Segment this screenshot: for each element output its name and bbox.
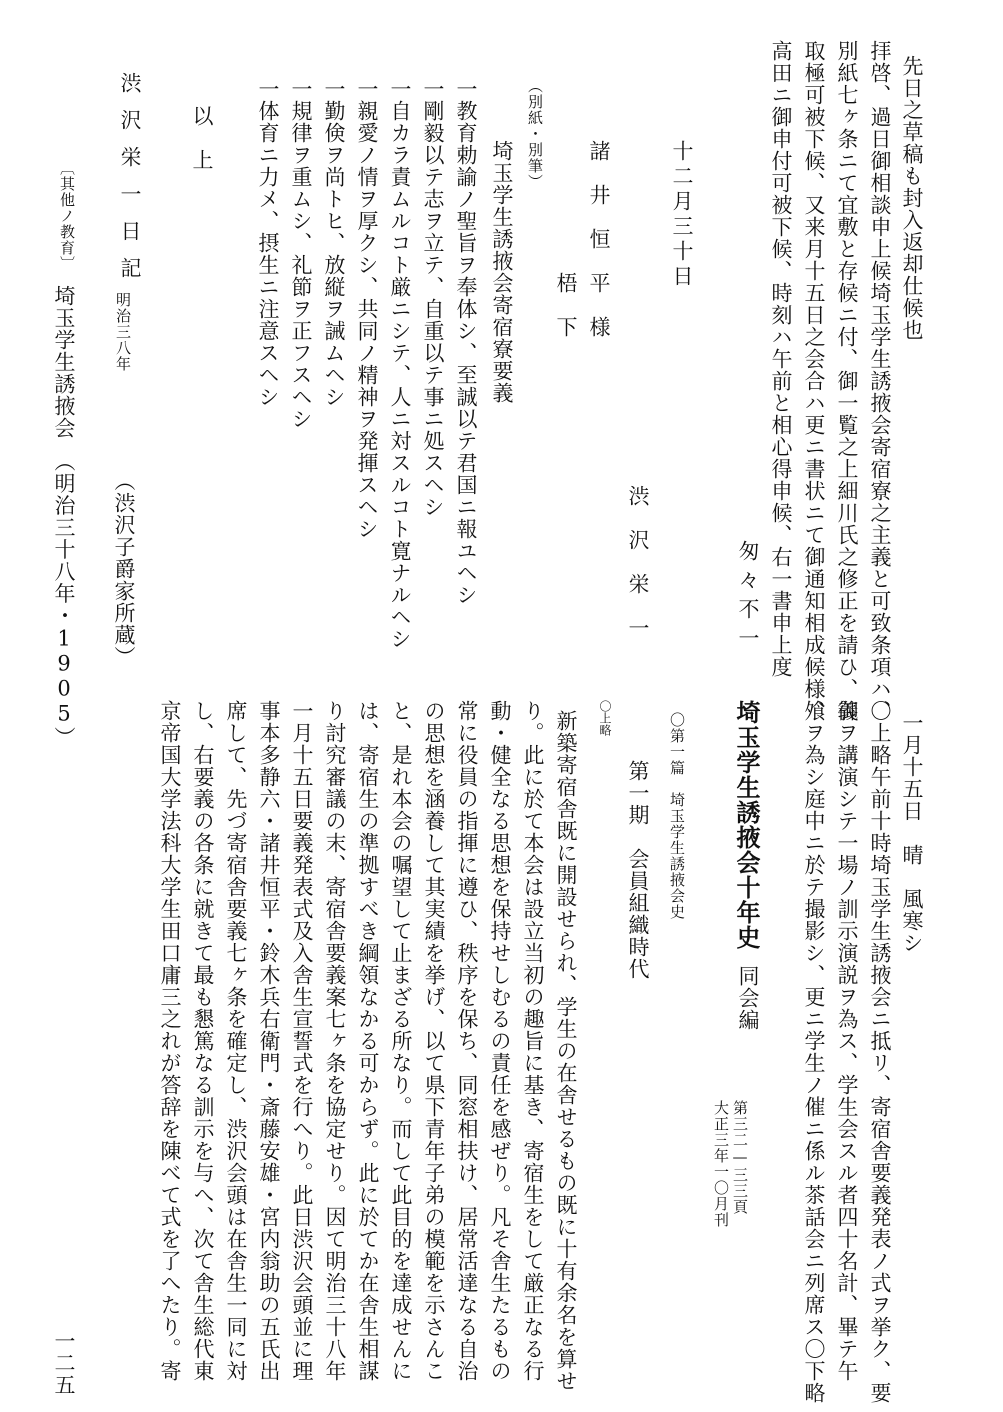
history-line: 新築寄宿舎既に開設せられ、学生の在舎せるもの既に十有余名を算せ — [554, 710, 578, 1392]
book-pages: 第三二—三三頁 — [731, 1100, 749, 1215]
attachment-end: 以 上 — [190, 105, 214, 171]
book-title: 埼玉学生誘掖会十年史 — [732, 700, 761, 950]
rule-item: 一勤倹ヲ尚トヒ、放縦ヲ誡ムヘシ — [322, 78, 346, 408]
history-line: 事本多静六・諸井恒平・鈴木兵右衛門・斎藤安雄・宮内翁助の五氏出 — [257, 700, 281, 1382]
rule-item: 一教育勅諭ノ聖旨ヲ奉体シ、至誠以テ君国ニ報ユヘシ — [454, 78, 478, 606]
history-line: の思想を涵養して其実績を挙げ、以て県下青年子弟の模範を示さんこ — [422, 700, 446, 1382]
rule-item: 一規律ヲ重ムシ、礼節ヲ正フスヘシ — [289, 78, 313, 430]
history-line: 席して、先づ寄宿舎要義七ヶ条を確定し、渋沢会頭は在舎生一同に対 — [224, 700, 248, 1382]
history-line: 一月十五日要義発表式及入舎生宣誓式を行へり。此日渋沢会頭並に理 — [290, 700, 314, 1382]
attachment-title: 埼玉学生誘掖会寄宿寮要義 — [490, 140, 514, 404]
letter-signer: 渋 沢 栄 一 — [626, 485, 650, 639]
letter-line: 高田ニ御申付可被下候、時刻ハ午前と相心得申候、右一書申上度 — [769, 40, 793, 678]
category-label: 〔其他ノ教育〕 — [58, 160, 76, 272]
letter-date: 十二月三十日 — [670, 140, 694, 290]
history-line: り。此に於て本会は設立当初の趣旨に基き、寄宿生をして厳正なる行 — [521, 700, 545, 1382]
history-line: り討究審議の末、寄宿舎要義案七ヶ条を協定せり。因て明治三十八年 — [323, 700, 347, 1382]
book-editor: 同会編 — [736, 965, 760, 1031]
letter-line: 拝啓、過日御相談申上候埼玉学生誘掖会寄宿寮之主義と可致条項ハ、 — [868, 40, 892, 722]
diary-date-line: 一月十五日 晴 風寒シ — [900, 712, 924, 954]
history-line: と、是れ本会の嘱望して止まざる所なり。而して此目的を達成せんに — [389, 700, 413, 1382]
history-line: 京帝国大学法科大学生田口庸三之れが答辞を陳べて式を了へたり。寄 — [158, 700, 182, 1382]
letter-postscript: 先日之草稿も封入返却仕候也 — [900, 55, 924, 341]
history-line: 動・健全なる思想を保持せしむるの責任を感ぜり。凡そ舎生たるもの — [488, 700, 512, 1382]
period-heading: 第一期 会員組織時代 — [626, 760, 650, 980]
history-line: 常に役員の指揮に遵ひ、秩序を保ち、同窓相扶け、居常活達なる自治 — [455, 700, 479, 1382]
ellipsis-mark: 〇上略 — [598, 700, 612, 736]
letter-line: 別紙七ヶ条ニて宜敷と存候ニ付、御一覧之上細川氏之修正を請ひ、御 — [835, 40, 859, 722]
page-number: 一二五 — [52, 1330, 76, 1396]
attachment-label: （別紙・別筆） — [526, 78, 544, 190]
diary-title: 渋沢栄一日記 — [118, 72, 142, 294]
letter-honorific: 梧 下 — [554, 272, 578, 338]
diary-year: 明治三八年 — [114, 292, 132, 372]
part-heading: 〇第一篇 埼玉学生誘掖会史 — [668, 712, 686, 920]
rule-item: 一体育ニ力メ、摂生ニ注意スヘシ — [256, 78, 280, 408]
section-title: 埼玉学生誘掖会 （明治三十八年・1905） — [52, 285, 76, 749]
letter-line: 取極可被下候、又来月十五日之会合ハ更ニ書状ニて御通知相成候様、 — [802, 40, 826, 722]
history-line: は、寄宿生の準拠すべき綱領なかる可からず。此に於てか在舎生相謀 — [356, 700, 380, 1382]
letter-addressee: 諸 井 恒 平 様 — [587, 140, 611, 338]
book-published: 大正三年一〇月刊 — [712, 1100, 730, 1228]
letter-closing: 匆々不一 — [736, 540, 760, 656]
source-note: （渋沢子爵家所蔵） — [112, 470, 136, 668]
rule-item: 一剛毅以テ志ヲ立テ、自重以テ事ニ処スヘシ — [421, 78, 445, 518]
diary-entry-line: 飧ヲ為シ庭中ニ於テ撮影シ、更ニ学生ノ催ニ係ル茶話会ニ列席ス〇下略 — [802, 700, 826, 1404]
rule-item: 一自カラ責ムルコト厳ニシテ、人ニ対スルコト寛ナルヘシ — [388, 78, 412, 650]
diary-entry-line: 義ヲ講演シテ一場ノ訓示演説ヲ為ス、学生会スル者四十名計、畢テ午 — [835, 700, 859, 1382]
rule-item: 一親愛ノ情ヲ厚クシ、共同ノ精神ヲ発揮スヘシ — [355, 78, 379, 540]
history-line: し、右要義の各条に就きて最も懇篤なる訓示を与へ、次て舎生総代東 — [191, 700, 215, 1382]
diary-entry-line: 〇上略午前十時埼玉学生誘掖会ニ抵リ、寄宿舎要義発表ノ式ヲ挙ク、要 — [868, 700, 892, 1404]
